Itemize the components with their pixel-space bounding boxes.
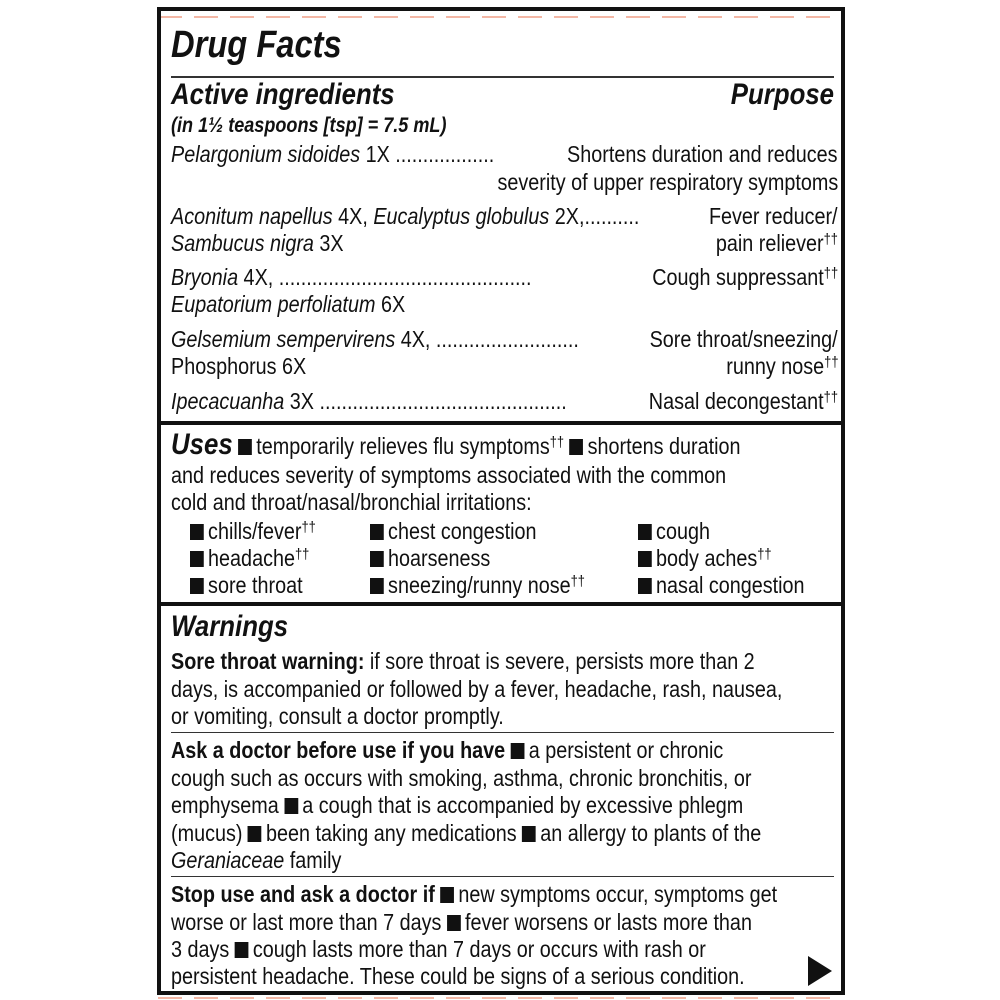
uses-line: cold and throat/nasal/bronchial irritations: [171, 489, 532, 515]
symptom-item: headache†† [190, 547, 309, 570]
purpose-text: Fever reducer/ [709, 203, 838, 229]
bullet-square-icon [284, 798, 298, 814]
warning-line: (mucus) been taking any medications an allergy to plants of the [171, 820, 762, 846]
bullet-square-icon [440, 887, 454, 903]
purpose-text: Cough suppressant†† [652, 264, 838, 290]
bullet-square-icon [235, 942, 249, 958]
symptom-item: nasal congestion [638, 574, 805, 597]
ingredient-row: Gelsemium sempervirens 4X, .......................... [171, 326, 579, 352]
section-divider [157, 421, 845, 425]
dagger-mark: †† [823, 389, 838, 406]
purpose-text: Sore throat/sneezing/ [649, 326, 838, 352]
bullet-square-icon [370, 578, 384, 594]
purpose-text: pain reliever†† [715, 230, 838, 256]
purpose-text: Shortens duration and reduces [567, 141, 838, 167]
bullet-square-icon [511, 743, 525, 759]
continue-arrow-icon [808, 956, 832, 986]
symptom-item: cough [638, 520, 710, 543]
ingredient-row: Sambucus nigra 3X [171, 230, 344, 256]
dagger-mark: †† [823, 354, 838, 371]
purpose-text: Nasal decongestant†† [648, 388, 838, 414]
warning-line: days, is accompanied or followed by a fever, headache, rash, nausea, [171, 676, 783, 702]
ingredient-row: Pelargonium sidoides 1X .................. [171, 141, 495, 167]
bullet-square-icon [638, 578, 652, 594]
warning-line: or vomiting, consult a doctor promptly. [171, 703, 504, 729]
bullet-square-icon [190, 551, 204, 567]
dagger-mark: †† [823, 265, 838, 282]
dagger-mark: †† [301, 519, 316, 536]
bullet-square-icon [447, 915, 461, 931]
active-ingredients-heading: Active ingredients [171, 78, 395, 111]
warning-line: Stop use and ask a doctor if new symptoms occur, symptoms get [171, 881, 778, 907]
bullet-square-icon [522, 826, 536, 842]
warning-divider [171, 876, 834, 877]
symptom-item: hoarseness [370, 547, 490, 570]
symptom-item: chest congestion [370, 520, 537, 543]
bullet-square-icon [638, 551, 652, 567]
bullet-square-icon [570, 439, 584, 455]
symptom-item: sore throat [190, 574, 303, 597]
symptom-item: chills/fever†† [190, 520, 316, 543]
dagger-mark: †† [294, 546, 310, 563]
bullet-square-icon [190, 524, 204, 540]
dagger-mark: †† [823, 231, 838, 248]
warning-divider [171, 732, 834, 733]
ingredient-row: Eupatorium perfoliatum 6X [171, 291, 406, 317]
purpose-heading: Purpose [730, 78, 834, 111]
dagger-mark: †† [757, 546, 772, 563]
dagger-mark: †† [570, 573, 585, 590]
warnings-heading: Warnings [171, 610, 289, 643]
warning-line: Sore throat warning: if sore throat is severe, persists more than 2 [171, 648, 755, 674]
ingredient-row: Phosphorus 6X [171, 353, 307, 379]
bullet-square-icon [370, 524, 384, 540]
warning-line: worse or last more than 7 days fever worsens or lasts more than [171, 909, 752, 935]
warning-line: Geraniaceae family [171, 847, 342, 873]
bottom-dashed-border [158, 997, 840, 999]
purpose-text: severity of upper respiratory symptoms [497, 169, 838, 195]
uses-heading: Uses [171, 428, 233, 461]
uses-line: Uses temporarily relieves flu symptoms†† shortens duration [171, 428, 741, 461]
dose-note: (in 1½ teaspoons [tsp] = 7.5 mL) [171, 114, 447, 137]
symptom-item: sneezing/runny nose†† [370, 574, 585, 597]
warning-line: emphysema a cough that is accompanied by excessive phlegm [171, 792, 744, 818]
warning-line: persistent headache. These could be signs of a serious condition. [171, 963, 745, 989]
warning-line: cough such as occurs with smoking, asthma, chronic bronchitis, or [171, 765, 752, 791]
bullet-square-icon [370, 551, 384, 567]
bullet-square-icon [238, 439, 252, 455]
bullet-square-icon [248, 826, 262, 842]
ingredient-row: Ipecacuanha 3X ............................................. [171, 388, 567, 414]
purpose-text: runny nose†† [725, 353, 838, 379]
section-divider [157, 602, 845, 606]
warning-line: 3 days cough lasts more than 7 days or occurs with rash or [171, 936, 706, 962]
ingredient-row: Bryonia 4X, .............................................. [171, 264, 532, 290]
symptom-item: body aches†† [638, 547, 772, 570]
bullet-square-icon [638, 524, 652, 540]
warning-line: Ask a doctor before use if you have a persistent or chronic [171, 737, 724, 763]
bullet-square-icon [190, 578, 204, 594]
page-title: Drug Facts [171, 24, 342, 66]
dagger-mark: †† [549, 434, 565, 451]
ingredient-row: Aconitum napellus 4X, Eucalyptus globulus 2X,.......... [171, 203, 640, 229]
uses-line: and reduces severity of symptoms associated with the common [171, 462, 727, 488]
